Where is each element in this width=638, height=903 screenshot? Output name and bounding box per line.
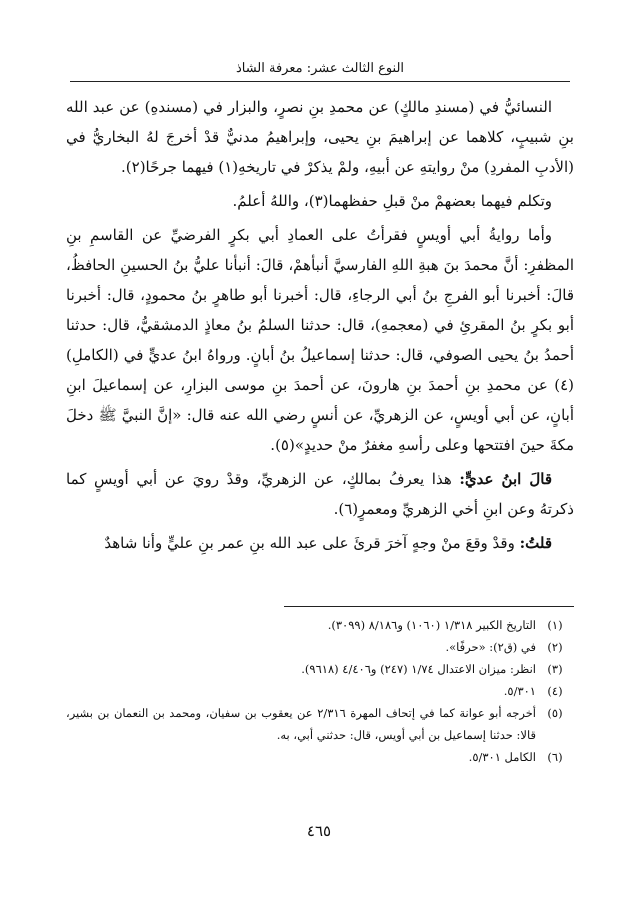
footnote-rule xyxy=(284,606,574,607)
paragraph xyxy=(66,186,574,216)
main-text xyxy=(66,92,574,558)
paragraph-text: النسائيُّ في (مسندِ مالكٍ) عن محمدِ بنِ نصرٍ، والبزار في (مسندهِ) عن عبد الله بنِ شبيبٍ، كلاهما عن إبراهيمَ بنِ يحيى، وإبراهيمُ مدنيٌّ قدْ أخرجَ لهُ البخاريُّ في (الأدبِ المفردِ) منْ روايتهِ عن أبيهِ، ولمْ يذكرْ في تاريخهِ(١) فيهما جرحًا(٢). xyxy=(66,98,574,176)
footnote-text: الكامل ٥/٣٠١. xyxy=(468,750,536,764)
paragraph-lead: قلتُ: xyxy=(519,534,552,552)
footnote-number: (٢) xyxy=(547,640,563,654)
footnote-number: (٥) xyxy=(547,706,563,720)
footnote-text: أخرجه أبو عوانة كما في إتحاف المهرة ٢/٣١٦ عن يعقوب بن سفيان، ومحمد بن النعمان بن بشير، قالا: حدثنا إسماعيل بن أبي أويس، قال: حدثني أبي، به. xyxy=(66,706,537,742)
footnote-number: (٤) xyxy=(547,684,563,698)
paragraph xyxy=(66,220,574,460)
footnote-number: (٦) xyxy=(547,750,563,764)
header-rule xyxy=(70,81,570,82)
footnote-number: (١) xyxy=(547,618,563,632)
footnote xyxy=(66,680,574,702)
footnotes xyxy=(66,614,574,768)
paragraph xyxy=(66,464,574,524)
paragraph-text: وأما روايةُ أبي أويسٍ فقرأتُ على العمادِ أبي بكرٍ الفرضيِّ عن القاسمِ بنِ المظفرِ: أنَّ محمدَ بنَ هبةِ اللهِ الفارسيَّ أنبأهمْ، قالَ: أنبأنا عليُّ بنُ الحسينِ الحافظُ، قالَ: أخبرنا أبو الفرجِ بنُ أبي الرجاءِ، قال: أخبرنا أبو طاهرٍ بنُ محمودٍ، قال: أخبرنا أبو بكرٍ بنُ المقرئِ في (معجمهِ)، قال: حدثنا السلمُ بنُ معاذٍ الدمشقيُّ، قال: حدثنا أحمدُ بنُ يحيى الصوفي، قال: حدثنا إسماعيلُ بنُ أبانٍ. ورواهُ ابنُ عديٍّ في (الكاملِ)(٤) عن محمدِ بنِ أحمدَ بنِ هارونَ، عن أحمدَ بنِ موسى البزارِ، عن إسماعيلَ ابنِ أبانٍ، عن أبي أويسٍ، عن الزهريِّ، عن أنسٍ رضي الله عنه قال: «إنَّ النبيَّ ﷺ دخلَ مكةَ حينَ افتتحها وعلى رأسهِ مغفرٌ منْ حديدٍ»(٥). xyxy=(66,226,574,454)
footnote xyxy=(66,614,574,636)
footnote xyxy=(66,658,574,680)
footnote-text: ٥/٣٠١. xyxy=(503,684,536,698)
paragraph xyxy=(66,92,574,182)
footnote xyxy=(66,636,574,658)
paragraph-text: وقدْ وقعَ منْ وجهٍ آخرَ قرئَ على عبد الله بنِ عمر بنِ عليٍّ وأنا شاهدٌ xyxy=(104,534,520,552)
footnote-text: التاريخ الكبير ١/٣١٨ (١٠٦٠) و٨/١٨٦ (٣٠٩٩). xyxy=(327,618,536,632)
footnote-text: انظر: ميزان الاعتدال ١/٧٤ (٢٤٧) و٤/٤٠٦ (٩٦١٨). xyxy=(301,662,536,676)
paragraph-text: هذا يعرفُ بمالكٍ، عن الزهريِّ، وقدْ رويَ عن أبي أويسٍ كما ذكرتهُ وعن ابنِ أخي الزهريِّ ومعمرٍ(٦). xyxy=(66,470,574,518)
running-header: النوع الثالث عشر: معرفة الشاذ xyxy=(235,61,405,76)
footnote xyxy=(66,746,574,768)
paragraph-text: وتكلم فيهما بعضهمْ منْ قبلِ حفظهما(٣)، واللهُ أعلمُ. xyxy=(232,192,552,210)
footnote xyxy=(66,702,574,746)
paragraph-lead: قالَ ابنُ عديٍّ: xyxy=(459,470,552,488)
page-number: ٤٦٥ xyxy=(306,822,332,840)
footnote-text: في (ق٢): «حرفًا». xyxy=(445,640,536,654)
paragraph xyxy=(66,528,574,558)
footnote-number: (٣) xyxy=(547,662,563,676)
